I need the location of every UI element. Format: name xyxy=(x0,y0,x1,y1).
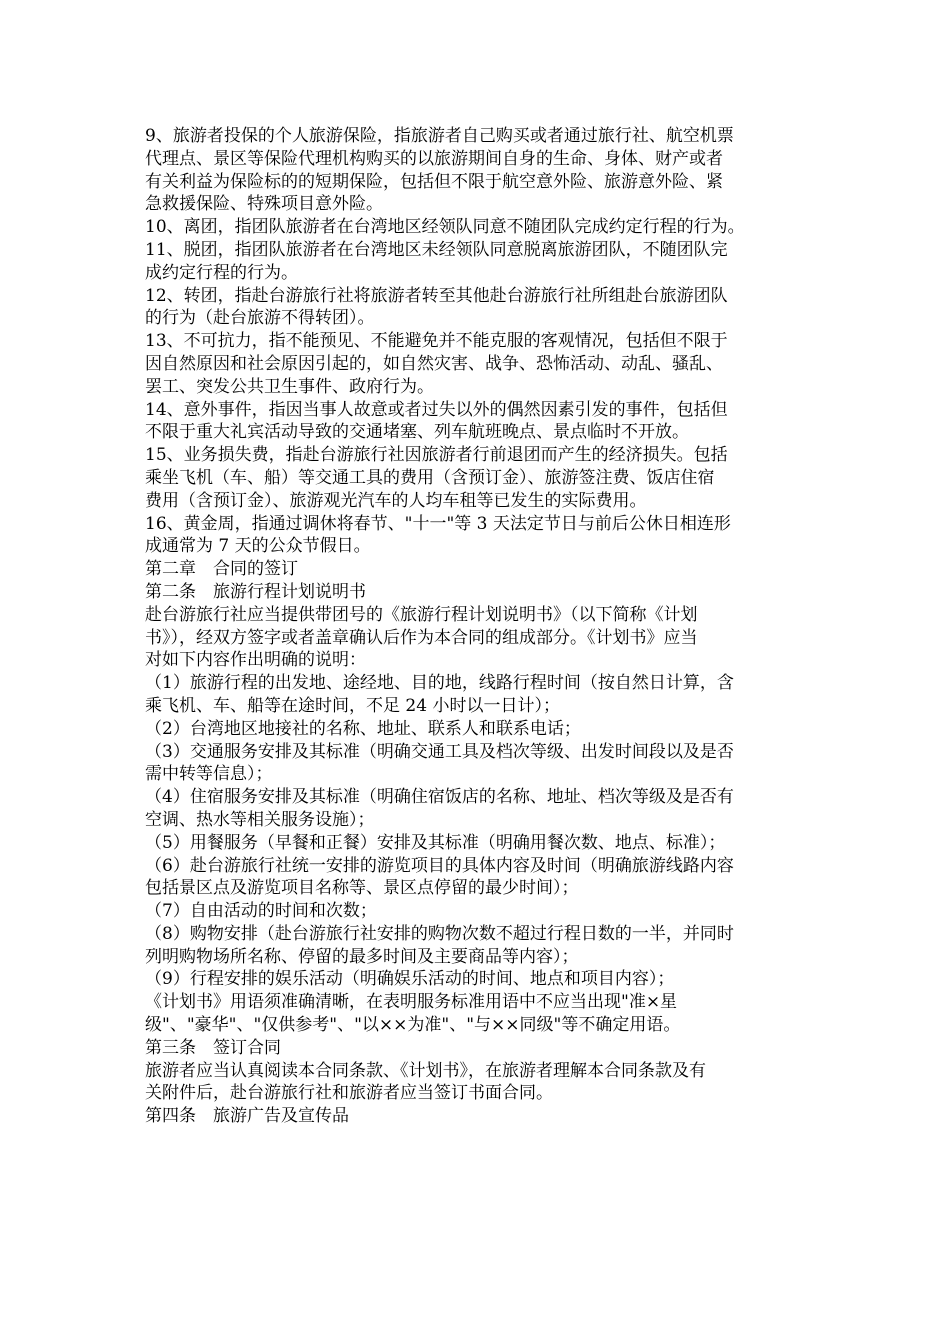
text-line: 不限于重大礼宾活动导致的交通堵塞、列车航班晚点、景点临时不开放。 xyxy=(145,422,689,443)
text-line: （2）台湾地区地接社的名称、地址、联系人和联系电话； xyxy=(145,718,581,739)
text-line: 空调、热水等相关服务设施）； xyxy=(145,809,375,830)
text-line: 的行为（赴台旅游不得转团）。 xyxy=(145,308,375,329)
text-line: 罢工、突发公共卫生事件、政府行为。 xyxy=(145,376,434,397)
document-page xyxy=(145,125,810,1128)
text-line: 关附件后，赴台游旅行社和旅游者应当签订书面合同。 xyxy=(145,1083,553,1104)
text-line: 14、意外事件，指因当事人故意或者过失以外的偶然因素引发的事件，包括但 xyxy=(145,399,728,420)
text-line: 赴台游旅行社应当提供带团号的《旅游行程计划说明书》（以下简称《计划 xyxy=(145,604,698,625)
text-line: 需中转等信息）； xyxy=(145,764,273,785)
text-line: （8）购物安排（赴台游旅行社安排的购物次数不超过行程日数的一半，并同时 xyxy=(145,923,734,944)
text-line: 旅游者应当认真阅读本合同条款、《计划书》，在旅游者理解本合同条款及有 xyxy=(145,1060,706,1081)
chapter-heading: 第二章 合同的签订 xyxy=(145,559,298,580)
article-heading: 第四条 旅游广告及宣传品 xyxy=(145,1106,349,1127)
text-line: 包括景区点及游览项目名称等、景区点停留的最少时间）； xyxy=(145,878,579,899)
article-heading: 第二条 旅游行程计划说明书 xyxy=(145,581,366,602)
text-line: 乘飞机、车、船等在途时间，不足 24 小时以一日计）； xyxy=(145,695,560,716)
text-line: 成约定行程的行为。 xyxy=(145,262,298,283)
text-line: （7）自由活动的时间和次数； xyxy=(145,901,377,922)
text-line: 列明购物场所名称、停留的最多时间及主要商品等内容）； xyxy=(145,946,579,967)
text-line: 15、业务损失费，指赴台游旅行社因旅游者行前退团而产生的经济损失。包括 xyxy=(145,445,728,466)
text-line: 《计划书》用语须准确清晰，在表明服务标准用语中不应当出现"准×星 xyxy=(145,992,678,1013)
text-line: 12、转团，指赴台游旅行社将旅游者转至其他赴台游旅行社所组赴台旅游团队 xyxy=(145,285,728,306)
text-line: 级"、"豪华"、"仅供参考"、"以××为准"、"与××同级"等不确定用语。 xyxy=(145,1015,681,1036)
text-line: 成通常为 7 天的公众节假日。 xyxy=(145,536,371,557)
text-line: （3）交通服务安排及其标准（明确交通工具及档次等级、出发时间段以及是否 xyxy=(145,741,734,762)
text-line: 急救援保险、特殊项目意外险。 xyxy=(145,194,383,215)
text-line: （1）旅游行程的出发地、途经地、目的地，线路行程时间（按自然日计算，含 xyxy=(145,673,734,694)
text-line: 费用（含预订金）、旅游观光汽车的人均车租等已发生的实际费用。 xyxy=(145,490,647,511)
text-line: 乘坐飞机（车、船）等交通工具的费用（含预订金）、旅游签注费、饭店住宿 xyxy=(145,467,715,488)
text-line: 代理点、景区等保险代理机构购买的以旅游期间自身的生命、身体、财产或者 xyxy=(145,148,723,169)
text-line: （5）用餐服务（早餐和正餐）安排及其标准（明确用餐次数、地点、标准）； xyxy=(145,832,726,853)
text-line: 因自然原因和社会原因引起的，如自然灾害、战争、恐怖活动、动乱、骚乱、 xyxy=(145,353,723,374)
text-line: 9、旅游者投保的个人旅游保险，指旅游者自己购买或者通过旅行社、航空机票 xyxy=(145,126,734,146)
text-line: （4）住宿服务安排及其标准（明确住宿饭店的名称、地址、档次等级及是否有 xyxy=(145,787,734,808)
text-line: 16、黄金周，指通过调休将春节、"十一"等 3 天法定节日与前后公休日相连形 xyxy=(145,513,731,534)
text-line: （6）赴台游旅行社统一安排的游览项目的具体内容及时间（明确旅游线路内容 xyxy=(145,855,734,876)
text-line: 有关利益为保险标的的短期保险，包括但不限于航空意外险、旅游意外险、紧 xyxy=(145,171,723,192)
text-line: 11、脱团，指团队旅游者在台湾地区未经领队同意脱离旅游团队，不随团队完 xyxy=(145,239,728,260)
text-line: 10、离团，指团队旅游者在台湾地区经领队同意不随团队完成约定行程的行为。 xyxy=(145,217,745,238)
text-line: （9）行程安排的娱乐活动（明确娱乐活动的时间、地点和项目内容）； xyxy=(145,969,675,990)
article-heading: 第三条 签订合同 xyxy=(145,1037,281,1058)
text-line: 13、不可抗力，指不能预见、不能避免并不能克服的客观情况，包括但不限于 xyxy=(145,331,728,352)
text-line: 对如下内容作出明确的说明： xyxy=(145,650,366,671)
text-line: 书》），经双方签字或者盖章确认后作为本合同的组成部分。《计划书》应当 xyxy=(145,627,698,648)
